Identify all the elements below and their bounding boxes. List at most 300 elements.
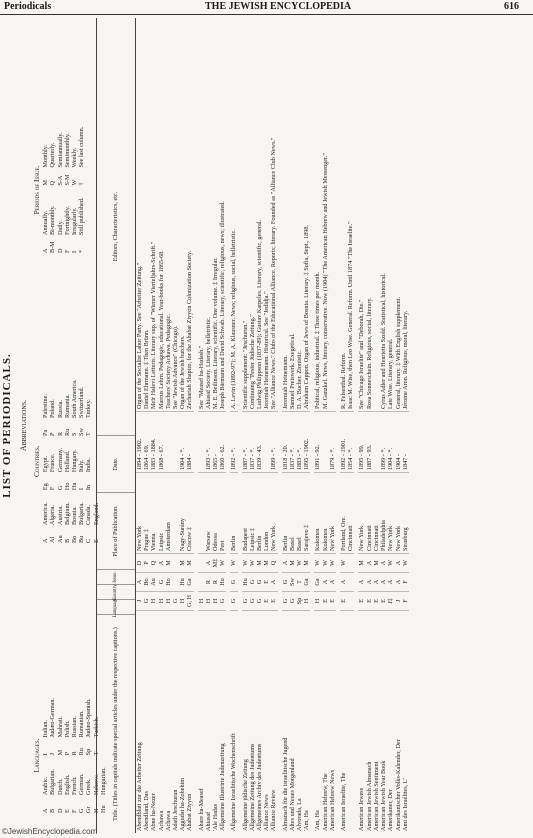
language-cell: H: [150, 591, 157, 610]
place-cell: Cincinnati: [373, 472, 380, 553]
abbreviation-code: E: [92, 539, 100, 543]
table-row: [179, 18, 186, 833]
abbreviation-meaning: Judæo-Spanish.: [85, 698, 93, 738]
language-cell: G: [230, 591, 237, 610]
abbreviation-code: Pa: [42, 429, 50, 436]
abbreviation-code: T: [92, 751, 100, 756]
issue-cell: M: [256, 553, 263, 572]
editors-cell: Organ of the Jewish butchers.: [179, 335, 187, 409]
abbreviation-code: Ho: [63, 482, 71, 491]
issue-cell: W: [296, 553, 303, 572]
date-cell: [198, 411, 205, 472]
table-row: [303, 18, 310, 833]
table-row: [340, 18, 347, 833]
language-cell: G: [172, 591, 179, 610]
table-row: [373, 18, 380, 833]
editors-cell: General, literary. ‡ With English supplement.: [394, 297, 402, 409]
issue-cell: M: [186, 553, 193, 572]
place-cell: Pest: [219, 472, 226, 553]
title-cell: American Hebrew, The: [322, 610, 329, 833]
place-cell: [198, 472, 205, 553]
place-cell: Cincinnati: [366, 472, 373, 553]
language-cell: [347, 591, 354, 610]
date-cell: 1892 - *.: [230, 411, 237, 472]
abbreviation-meaning: Poland.: [49, 399, 57, 418]
place-cell: Nagy-Surány: [179, 472, 186, 553]
date-cell: 1895 - 1902.: [303, 411, 310, 472]
date-cell: 1899 - *.: [380, 411, 387, 472]
abbreviation-meaning: Judæo-German.: [49, 697, 57, 738]
periods-key: [33, 127, 85, 253]
periodicals-table: [96, 18, 409, 833]
title-cell: American Jewish Sentiment: [373, 610, 380, 833]
editors-cell: A. Levin (1892-97); M. A. Klausner. News; religious, social, belletristic.: [230, 229, 238, 409]
issue-cell: [198, 553, 205, 572]
date-cell: 1904 - *.: [179, 411, 186, 472]
place-cell: New York: [358, 472, 365, 553]
editors-cell: Jeremiah Heinemann.: [281, 355, 289, 409]
title-cell: 'Ale Hadas: [212, 610, 219, 833]
col-country-header: Country.: [97, 584, 135, 599]
date-cell: [373, 411, 380, 472]
date-cell: 1891 - 92.: [314, 411, 321, 472]
place-cell: Warsaw: [205, 472, 212, 553]
table-row: [314, 18, 321, 833]
country-cell: Ga: [186, 572, 193, 591]
title-cell: Amerikaner, Der: [387, 610, 394, 833]
place-cell: Prague ‡: [143, 472, 150, 553]
abbreviation-meaning: Quarterly.: [49, 142, 57, 168]
table-row: [296, 18, 303, 833]
editors-cell: Cyrus Adler and Henrietta Szold. Statistical, historical.: [380, 273, 388, 409]
editors-cell: Ludwig Philippson (1837-89); Gustav Karpeles. Literary, scientific, general.: [256, 219, 264, 409]
country-cell: Au: [150, 572, 157, 591]
abbreviation-entry: [57, 379, 64, 436]
table-row: [165, 18, 172, 833]
language-cell: G: [242, 591, 249, 610]
abbreviation-entry: [49, 198, 56, 253]
abbreviation-meaning: German.: [78, 773, 86, 795]
table-row: [230, 18, 237, 833]
abbreviation-code: R: [56, 431, 64, 436]
abbreviation-entry: [57, 198, 64, 253]
abbreviation-entry: [57, 127, 64, 186]
title-cell: Achawa: [165, 610, 172, 833]
abbreviation-entry: [78, 502, 85, 543]
abbreviation-meaning: Weekly.: [71, 147, 79, 168]
title-cell: Aggudat ha-Zobehim: [179, 610, 186, 833]
header-center: THE JEWISH ENCYCLOPEDIA: [205, 1, 352, 12]
issue-cell: A: [380, 553, 387, 572]
abbreviation-meaning: Belgium.: [63, 502, 71, 525]
editors-cell: Abraham Cappon. Organ of Jews of Bosnia. Literary. ‡ Sofia, Sept., 1898.: [303, 224, 311, 409]
title-cell: Ami des Israélites, L': [402, 610, 409, 833]
table-row: [242, 18, 249, 833]
title-cell: Allgemeine Zeitung des Judentums: [249, 610, 256, 833]
abbreviation-code: F: [63, 249, 71, 253]
abbreviation-meaning: Hungarian.: [99, 767, 107, 795]
country-cell: Sw: [289, 572, 296, 591]
issue-cell: P: [143, 553, 150, 572]
title-cell: Almanach für die israelitische Jugend: [282, 610, 289, 833]
abbreviation-code: C: [85, 538, 93, 543]
title-cell: Altes und Neues Morgenland: [289, 610, 296, 833]
abbreviation-code: *: [78, 249, 86, 253]
footer-copyright: ©JewishEncyclopedia.com: [2, 827, 98, 836]
abbreviation-meaning: America.: [42, 502, 50, 525]
page-title: LIST OF PERIODICALS.: [1, 353, 13, 498]
abbreviation-code: T: [85, 432, 93, 436]
editors-cell: D. A. Bucher. Zionistic.: [296, 350, 304, 409]
abbreviation-code: I: [71, 250, 79, 253]
abbreviation-code: J: [49, 752, 57, 756]
table-row: [322, 18, 329, 833]
abbreviation-code: Ru: [78, 748, 86, 756]
abbreviation-entry: [64, 198, 71, 253]
col-place-header: Place of Publication.: [97, 492, 135, 569]
title-cell: [347, 610, 354, 833]
issue-cell: M: [373, 553, 380, 572]
abbreviation-meaning: English.: [63, 774, 71, 795]
place-cell: Kolomea: [322, 472, 329, 553]
table-row: [402, 18, 409, 833]
issue-cell: D: [136, 553, 143, 572]
abbreviation-entry: [71, 198, 78, 253]
place-cell: London: [263, 472, 270, 553]
abbreviation-meaning: Palestine.: [42, 394, 50, 418]
place-cell: Cincinnati: [347, 472, 354, 553]
abbreviation-code: A: [42, 538, 50, 543]
title-cell: Abne ha-Nezer: [150, 610, 157, 833]
abbreviation-code: Bo: [71, 535, 79, 543]
editors-cell: Continuing "Pester Jüdische Zeitung.": [248, 314, 256, 409]
abbreviation-meaning: Arabic.: [42, 776, 50, 795]
title-cell: Allgemeine Illustrirte Judenzeitung: [219, 610, 226, 833]
abbreviation-entry: [42, 767, 49, 813]
abbreviation-meaning: French.: [71, 776, 79, 795]
language-cell: G: [219, 591, 226, 610]
table-row: [172, 18, 179, 833]
country-cell: G: [256, 572, 263, 591]
abbreviation-meaning: Irregularly.: [71, 207, 79, 235]
abbreviation-meaning: Bi-monthly.: [49, 205, 57, 235]
language-cell: H: [198, 591, 205, 610]
title-cell: Abendland, Das: [143, 610, 150, 833]
date-cell: 1818 - 20.: [282, 411, 289, 472]
abbreviation-code: M: [56, 749, 64, 756]
country-cell: A: [373, 572, 380, 591]
language-cell: J: [136, 591, 143, 610]
editors-cell: Political, religious, industrial. ‡ Three times per month.: [314, 271, 322, 409]
date-cell: 1884 -: [186, 411, 193, 472]
date-cell: 1839 - 43.: [256, 411, 263, 472]
abbreviation-meaning: Russia.: [56, 399, 64, 418]
language-cell: E: [366, 591, 373, 610]
country-cell: A: [387, 572, 394, 591]
table-row: [205, 18, 212, 833]
date-cell: [322, 411, 329, 472]
language-cell: E: [380, 591, 387, 610]
abbreviation-meaning: Monthly.: [42, 145, 50, 168]
country-cell: Bo: [143, 572, 150, 591]
country-cell: G: [158, 572, 165, 591]
date-cell: 1837 - *.: [289, 411, 296, 472]
issue-cell: M: [263, 553, 270, 572]
countries-key: [33, 379, 100, 543]
editors-cell: R. Felsenthal. Reform.: [340, 352, 348, 409]
abbreviation-meaning: Italy.: [78, 459, 86, 473]
editors-cell: Daniel Ehrmann. ‡ Then Brünn.: [143, 329, 151, 409]
table-row: [289, 18, 296, 833]
country-cell: T: [296, 572, 303, 591]
abbreviation-meaning: Still published.: [78, 197, 86, 235]
table-row: [270, 18, 277, 833]
table-row: [158, 18, 165, 833]
place-cell: Leipsic: [158, 472, 165, 553]
abbreviation-code: M: [42, 180, 50, 186]
country-cell: A: [322, 572, 329, 591]
rotated-page-body: [3, 18, 530, 833]
title-cell: Adath Jeschurun: [172, 610, 179, 833]
country-cell: E: [263, 572, 270, 591]
place-cell: Cracow ‡: [186, 472, 193, 553]
abbreviation-entry: [64, 767, 71, 813]
abbreviation-code: S-M: [63, 174, 71, 186]
abbreviation-code: A: [42, 808, 50, 813]
editors-cell: Jeremiah Heinemann. Historical. See "Jedidja.": [263, 291, 271, 409]
abbreviation-entry: [57, 698, 64, 755]
abbreviation-meaning: France.: [49, 453, 57, 473]
abbreviation-entry: [71, 767, 78, 813]
language-cell: G: [289, 591, 296, 610]
table-row: [358, 18, 365, 833]
title-cell: 'Am, Ha: [303, 610, 310, 833]
editors-cell: [329, 18, 336, 411]
table-row: [150, 18, 157, 833]
abbreviation-meaning: Holland.: [63, 450, 71, 473]
date-cell: 1883 - *.: [296, 411, 303, 472]
place-cell: Philadelphia: [380, 472, 387, 553]
date-cell: 1847 -: [402, 411, 409, 472]
place-cell: Vienna: [150, 472, 157, 553]
abbreviation-entry: [71, 698, 78, 755]
table-row: [263, 18, 270, 833]
editors-cell: Joseph Bärmann and David Schwab. Literary, scientific, religious, news; illustrated.: [219, 201, 227, 409]
date-cell: 1887 - 93.: [366, 411, 373, 472]
col-issue-header: Issue.: [97, 569, 135, 584]
language-cell: E: [329, 591, 336, 610]
title-cell: Ahiasaf: [205, 610, 212, 833]
issue-cell: W: [219, 553, 226, 572]
abbreviation-meaning: Russian.: [71, 716, 79, 738]
place-cell: Sarajevo ‡: [303, 472, 310, 553]
title-cell: Amerikanischer Volks-Kalender, Der: [395, 610, 402, 833]
abbreviation-entry: [49, 127, 56, 186]
abbreviation-code: E: [63, 809, 71, 813]
country-cell: G: [249, 572, 256, 591]
country-cell: [198, 572, 205, 591]
abbreviation-meaning: Rumanian.: [78, 710, 86, 738]
country-cell: A: [395, 572, 402, 591]
abbreviation-code: Q: [49, 181, 57, 186]
editors-cell: Meïr Halevi Letteris. Literary sup. of "Wiener Vierteljahrs-Schrift.": [150, 241, 158, 409]
abbreviation-code: B-M: [49, 241, 57, 253]
table-row: [380, 18, 387, 833]
title-cell: Ahabat Ziyyon: [186, 610, 193, 833]
abbreviation-code: A: [42, 248, 50, 253]
title-cell: Alvorada, La: [296, 610, 303, 833]
abbreviation-code: P: [49, 432, 57, 436]
header-left: Periodicals: [4, 1, 52, 12]
abbreviation-code: P: [63, 751, 71, 756]
abbreviation-code: G: [78, 808, 86, 813]
abbreviation-meaning: England.: [92, 502, 100, 525]
date-cell: 1892 - 1901.: [340, 411, 347, 472]
country-cell: Hu: [179, 572, 186, 591]
language-cell: G: [143, 591, 150, 610]
language-cell: G: [282, 591, 289, 610]
editors-cell: See "Chicago Israelite" and "Deborah, Die.": [358, 299, 366, 409]
place-cell: Basel: [289, 472, 296, 553]
issue-cell: A: [158, 553, 165, 572]
abbreviation-code: W: [71, 179, 79, 186]
abbreviation-meaning: Fortnightly.: [63, 206, 71, 235]
abbreviation-entry: [78, 379, 85, 436]
abbreviation-entry: [57, 767, 64, 813]
issue-cell: W: [387, 553, 394, 572]
issue-cell: W: [329, 553, 336, 572]
table-row: [143, 18, 150, 833]
country-cell: A: [270, 572, 277, 591]
place-cell: New York: [136, 472, 143, 553]
abbreviation-code: S: [71, 432, 79, 436]
abbreviation-code: G: [56, 485, 64, 491]
place-cell: Berlin: [256, 472, 263, 553]
editors-cell: Isaac M. Wise, then Leo Wise. General. Reform. Until 1874 "The Israelite.": [347, 221, 355, 409]
language-cell: E: [358, 591, 365, 610]
col-language-header: Language.: [97, 599, 135, 614]
abbreviation-code: B: [49, 808, 57, 813]
abbreviation-meaning: Semiannually.: [56, 132, 64, 168]
abbreviation-code: Sp: [85, 748, 93, 756]
abbreviation-entry: [78, 767, 85, 813]
abbreviation-entry: [64, 698, 71, 755]
abbreviation-entry: [64, 502, 71, 543]
language-cell: G, H: [186, 591, 193, 610]
language-cell: J‡: [387, 591, 394, 610]
abbreviation-code: S-A: [56, 175, 64, 186]
issue-cell: M: [358, 553, 365, 572]
abbreviation-meaning: Greek.: [85, 778, 93, 795]
title-cell: Allgemeines Archiv des Judentums: [256, 610, 263, 833]
abbreviation-code: Au: [56, 535, 64, 543]
editors-cell: Organ of the Socialist Labor Party. See "Arbeiter Zeitung.": [136, 262, 143, 409]
country-cell: F: [402, 572, 409, 591]
abbreviation-entry: [49, 502, 56, 543]
abbreviation-entry: [78, 448, 85, 490]
country-cell: Ho: [165, 572, 172, 591]
title-cell: American Jewish Almanach: [366, 610, 373, 833]
issue-cell: [172, 553, 179, 572]
abbreviation-entry: [85, 448, 92, 490]
language-cell: G: [249, 591, 256, 610]
date-cell: 1895 - 99.: [358, 411, 365, 472]
table-row: [136, 18, 143, 833]
abbreviation-code: Ru: [63, 428, 71, 436]
country-cell: Ga: [314, 572, 321, 591]
abbreviation-meaning: Austria.: [56, 505, 64, 525]
abbreviation-entry: [78, 127, 85, 186]
country-cell: A: [358, 572, 365, 591]
country-cell: Hu: [242, 572, 249, 591]
editors-cell: Marcus Lehrn. Pedagogic, educational. Year-books for 1865-68.: [157, 250, 165, 409]
abbreviation-meaning: Italian.: [42, 719, 50, 738]
abbreviation-entry: [71, 502, 78, 543]
language-cell: H: [179, 591, 186, 610]
title-cell: American Jewess: [358, 610, 365, 833]
table-row: [282, 18, 289, 833]
col-editors-header: Editors, Characteristics, etc.: [112, 191, 120, 262]
issue-cell: [347, 553, 354, 572]
issue-cell: M: [289, 553, 296, 572]
table-row: [395, 18, 402, 833]
editors-cell: See "Measef ha-Hadash.": [197, 345, 205, 409]
country-cell: A: [366, 572, 373, 591]
abbreviation-entry: [49, 379, 56, 436]
abbreviation-entry: [71, 379, 78, 436]
language-cell: H: [158, 591, 165, 610]
date-cell: 1887 - *.: [242, 411, 249, 472]
title-cell: Ahare ha-Measef: [198, 610, 205, 833]
country-cell: Hu: [219, 572, 226, 591]
table-row: [249, 18, 256, 833]
issue-cell: Q: [150, 553, 157, 572]
abbreviation-code: F: [71, 809, 79, 813]
abbreviation-entry: [85, 767, 92, 813]
place-cell: Strasburg: [402, 472, 409, 553]
abbreviation-entry: [85, 379, 92, 436]
abbreviation-meaning: Mahrati.: [56, 716, 64, 738]
abbreviation-meaning: Hebrew.: [92, 774, 100, 795]
date-cell: [165, 411, 172, 472]
abbreviation-code: R: [71, 751, 79, 756]
title-cell: American Hebrew News: [329, 610, 336, 833]
abbreviation-code: D: [56, 808, 64, 813]
date-cell: 1865 -: [212, 411, 219, 472]
abbreviation-entry: [64, 448, 71, 490]
abbreviation-entry: [42, 379, 49, 436]
table-row: [256, 18, 263, 833]
editors-cell: See "Alliance News." Clubs of the Educational Alliance. Reports; literary. Founded as "Alliance Club News.": [270, 137, 278, 409]
country-cell: A: [380, 572, 387, 591]
abbreviation-meaning: Bulgarian.: [49, 769, 57, 795]
place-cell: New York: [387, 472, 394, 553]
issue-cell: A: [366, 553, 373, 572]
abbreviation-code: H: [92, 808, 100, 813]
table-row: [387, 18, 394, 833]
country-cell: [347, 572, 354, 591]
abbreviation-code: Hu: [99, 805, 107, 813]
date-cell: 1864 - 69.: [143, 411, 150, 472]
abbreviation-entry: [78, 198, 85, 253]
country-cell: A: [340, 572, 347, 591]
table-row: [219, 18, 226, 833]
issue-cell: M: [303, 553, 310, 572]
abbreviation-meaning: See last column.: [78, 126, 86, 168]
abbreviation-code: Al: [49, 536, 57, 543]
language-cell: G: [256, 591, 263, 610]
abbreviation-code: B: [63, 538, 71, 543]
